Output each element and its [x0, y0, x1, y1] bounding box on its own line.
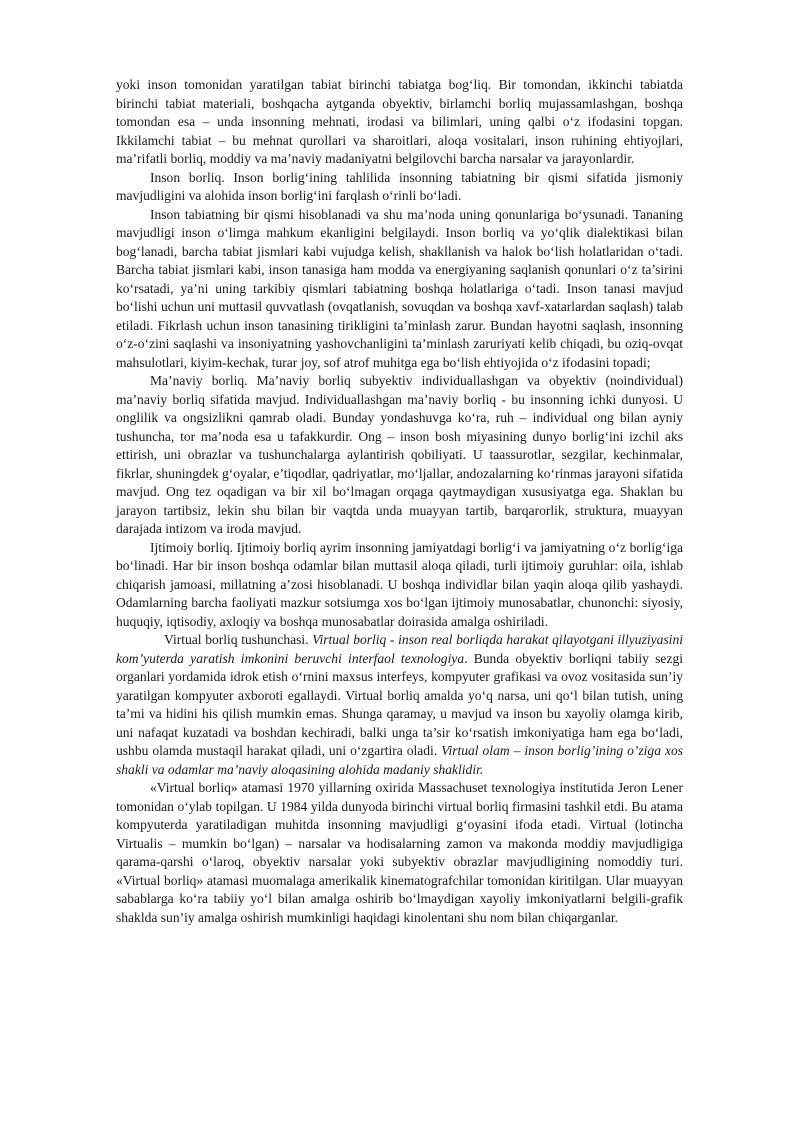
virtual-borliq-text: . Bunda obyektiv borliqni tabiiy sezgi organlari yordamida idrok etish o‘rnini maxsus interfeys, kompyuter grafikasi va ovoz vositasida sun’iy yaratilgan kompyuter axboroti egallaydi. Virtual borliq amalda yo‘q narsa, uni qo‘l bilan tutish, uning ta’mi va hidini his qilish mumkin emas. Shunga qaramay, u mavjud va inson bu xayoliy olamga kirib, uni nafaqat kuzatadi va boshdan kechiradi, balki unga ta’sir ko‘rsatish imkoniyatiga ham ega bo‘ladi, ushbu olamda mustaqil harakat qiladi, uni o‘zgartira oladi.: [116, 650, 683, 758]
paragraph-virtual-borliq: [116, 631, 683, 779]
paragraph-ijtimoiy-borliq: Ijtimoiy borliq. Ijtimoiy borliq ayrim insonning jamiyatdagi borlig‘i va jamiyatning o‘z borlig‘iga bo‘linadi. Har bir inson boshqa odamlar bilan muttasil aloqa qiladi, turli ijtimoiy guruhlar: oila, ishlab chiqarish jamoasi, millatning a’zosi hisoblanadi. U boshqa individlar bilan yaqin aloqa qilib yashaydi. Odamlarning barcha faoliyati mazkur sotsiumga xos bo‘lgan ijtimoiy munosabatlar, chunonchi: siyosiy, huquqiy, iqtisodiy, axloqiy va boshqa munosabatlar doirasida amalga oshiriladi.: [116, 539, 683, 629]
paragraph-second-nature: yoki inson tomonidan yaratilgan tabiat birinchi tabiatga bog‘liq. Bir tomondan, ikkinchi tabiatda birinchi tabiat materiali, boshqacha aytganda obyektiv, birlamchi borliq mujassamlashgan, boshqa tomondan esa – unda insonning mehnati, irodasi va bilimlari, uning qalbi o‘z ifodasini topgan. Ikkilamchi tabiat – bu mehnat qurollari va sharoitlari, aloqa vositalari, inson ruhining ehtiyojlari, ma’rifatli borliq, moddiy va ma’naviy madaniyatni belgilovchi barcha narsalar va jarayonlardir.: [116, 77, 683, 166]
virtual-olam-definition: Virtual olam – inson borlig’ining o’ziga xos shakli va odamlar ma’naviy aloqasining alohida madaniy shaklidir.: [116, 743, 684, 777]
paragraph-inson-borliq: Inson borliq. Inson borlig‘ining tahlilida insonning tabiatning bir qismi sifatida jismoniy mavjudligini va alohida inson borlig‘ini farqlash o‘rinli bo‘ladi.: [116, 169, 683, 203]
paragraph-inson-tabiat: Inson tabiatning bir qismi hisoblanadi va shu ma’noda uning qonunlariga bo‘ysunadi. Tananing mavjudligi inson o‘limga mahkum ekanligini belgilaydi. Inson borliq va yo‘qlik dialektikasi bilan bog‘lanadi, barcha tabiat jismlari kabi vujudga kelish, shakllanish va halok bo‘lish holatlaridan o‘tadi. Barcha tabiat jismlari kabi, inson tanasiga ham modda va energiyaning saqlanish qonunlari o‘z ta’sirini ko‘rsatadi, ya’ni uning tarkibiy qismlari tabiatning boshqa holatlariga o‘tadi. Inson tanasi mavjud bo‘lishi uchun uni muttasil quvvatlash (ovqatlanish, sovuqdan va boshqa xavf-xatarlardan saqlash) talab etiladi. Fikrlash uchun inson tanasining tirikligini ta’minlash zarur. Bundan hayotni saqlash, insonning o‘z-o‘zini saqlashi va insoniyatning yashovchanligini ta’minlash zaruriyati kelib chiqadi, bu oziq-ovqat mahsulotlari, kiyim-kechak, turar joy, sof atrof muhitga ega bo‘lish ehtiyojida o‘z ifodasini topadi;: [116, 206, 683, 370]
paragraph-virtual-borliq-history: «Virtual borliq» atamasi 1970 yillarning oxirida Massachuset texnologiya institutida Jeron Lener tomonidan o‘ylab topilgan. U 1984 yilda dunyoda birinchi virtual borliq firmasini tashkil etdi. Bu atama kompyuterda yaratiladigan muhitda insonning mavjudligi g‘oyasini ifoda etadi. Virtual (lotincha Virtualis – mumkin bo‘lgan) – narsalar va hodisalarning zamon va makonda moddiy mavjudligiga qarama-qarshi o‘laroq, obyektiv narsalar yoki subyektiv obrazlar mavjudligining nomoddiy turi. «Virtual borliq» atamasi muomalaga amerikalik kinematografchilar tomonidan kiritilgan. Ular muayyan sabablarga ko‘ra tabiiy yo‘l bilan amalga oshirib bo‘lmaydigan xayoliy imkoniyatlarni belgili-grafik shaklda sun’iy amalga oshirish mumkinligi haqidagi kinolentani shu nom bilan chiqarganlar.: [116, 780, 683, 925]
virtual-borliq-heading: Virtual borliq tushunchasi.: [164, 632, 313, 647]
paragraph-manaviy-borliq: Ma’naviy borliq. Ma’naviy borliq subyektiv individuallashgan va obyektiv (noindividual) ma’naviy borliq sifatida mavjud. Individuallashgan ma’naviy borliq - bu insonning ichki dunyosi. U onglilik va ongsizlikni qamrab oladi. Bunday yondashuvga ko‘ra, ruh – individual ong bilan ayniy tushuncha, tor ma’noda esa u tafakkurdir. Ong – inson bosh miyasining dunyo borlig‘ini izchil aks ettirish, uni obrazlar va tushunchalarga aylantirish qobiliyati. U taassurotlar, sezgilar, kechinmalar, fikrlar, shuningdek g‘oyalar, e’tiqodlar, qadriyatlar, mo‘ljallar, andozalarning ko‘rinmas jarayoni sifatida mavjud. Ong tez oqadigan va bir xil bo‘lmagan orqaga qaytmaydigan xususiyatga ega. Shaklan bu jarayon tartibsiz, lekin shu bilan bir vaqtda unda muayyan tartib, barqarorlik, struktura, muayyan darajada intizom va iroda mavjud.: [116, 373, 683, 536]
document-page: [116, 76, 683, 927]
virtual-borliq-definition: Virtual borliq - inson real borliqda harakat qilayotgani illyuziyasini kom’yuterda yaratish imkonini beruvchi interfaol texnologiya: [116, 632, 683, 666]
